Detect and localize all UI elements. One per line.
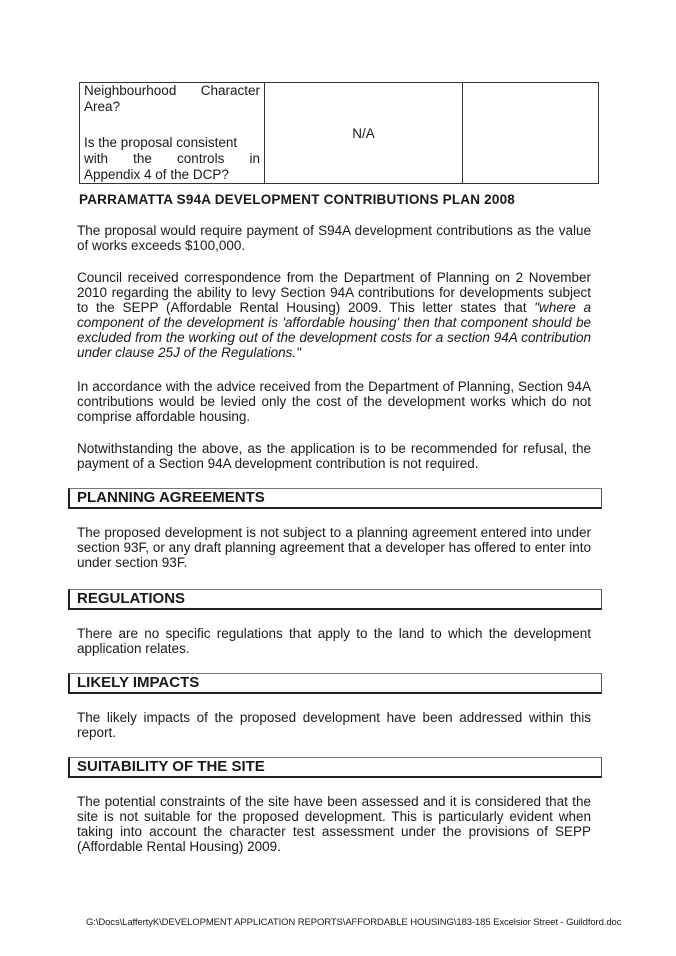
footer-file-path: G:\Docs\LaffertyK\DEVELOPMENT APPLICATION REPORTS\AFFORDABLE HOUSING\183-185 Excelsior Street - Guildford.doc: [86, 917, 622, 928]
regulations-text: There are no specific regulations that apply to the land to which the development application relates.: [77, 626, 591, 656]
regulations-heading: REGULATIONS: [68, 589, 602, 610]
compliance-cell: N/A: [265, 83, 463, 184]
cell-line: Area?: [84, 99, 121, 114]
quote-text: "where a component of the development is 'affordable housing' then that component should be excluded from the working out of the development costs for a section 94A contribution under clause 25J of the Regulations.": [77, 300, 591, 360]
contributions-paragraph-3: In accordance with the advice received from the Department of Planning, Section 94A contributions would be levied only the cost of the development works which do not comprise affordable housing.: [77, 379, 591, 424]
cell-line: Appendix 4 of the DCP?: [84, 167, 229, 182]
planning-agreements-heading: PLANNING AGREEMENTS: [68, 488, 602, 509]
cell-line: Is the proposal consistent: [84, 135, 238, 150]
character-table: [79, 82, 599, 184]
contributions-paragraph-2: Council received correspondence from the Department of Planning on 2 November 2010 regarding the ability to levy Section 94A contributions for developments subject to the SEPP (Affordable Rental Housing) 2009. This letter states that "where a component of the development is 'affordable housing' then that component should be excluded from the working out of the development costs for a section 94A contribution under clause 25J of the Regulations.": [77, 270, 591, 360]
suitability-heading: SUITABILITY OF THE SITE: [68, 757, 602, 778]
cell-line: Neighbourhood Character: [84, 83, 260, 98]
table-row: [80, 83, 599, 184]
planning-agreements-text: The proposed development is not subject to a planning agreement entered into under section 93F, or any draft planning agreement that a developer has offered to enter into under section 93F.: [77, 525, 591, 570]
contributions-paragraph-1: The proposal would require payment of S94A development contributions as the value of works exceeds $100,000.: [77, 223, 591, 253]
question-cell: [80, 83, 265, 184]
contributions-title: PARRAMATTA S94A DEVELOPMENT CONTRIBUTIONS PLAN 2008: [79, 192, 515, 207]
suitability-text: The potential constraints of the site have been assessed and it is considered that the site is not suitable for the proposed development. This is particularly evident when taking into account the character test assessment under the provisions of SEPP (Affordable Rental Housing) 2009.: [77, 794, 591, 854]
contributions-paragraph-4: Notwithstanding the above, as the application is to be recommended for refusal, the payment of a Section 94A development contribution is not required.: [77, 441, 591, 471]
comment-cell: [463, 83, 599, 184]
likely-impacts-heading: LIKELY IMPACTS: [68, 673, 602, 694]
likely-impacts-text: The likely impacts of the proposed development have been addressed within this report.: [77, 710, 591, 740]
cell-line: with the controls in: [84, 151, 260, 166]
